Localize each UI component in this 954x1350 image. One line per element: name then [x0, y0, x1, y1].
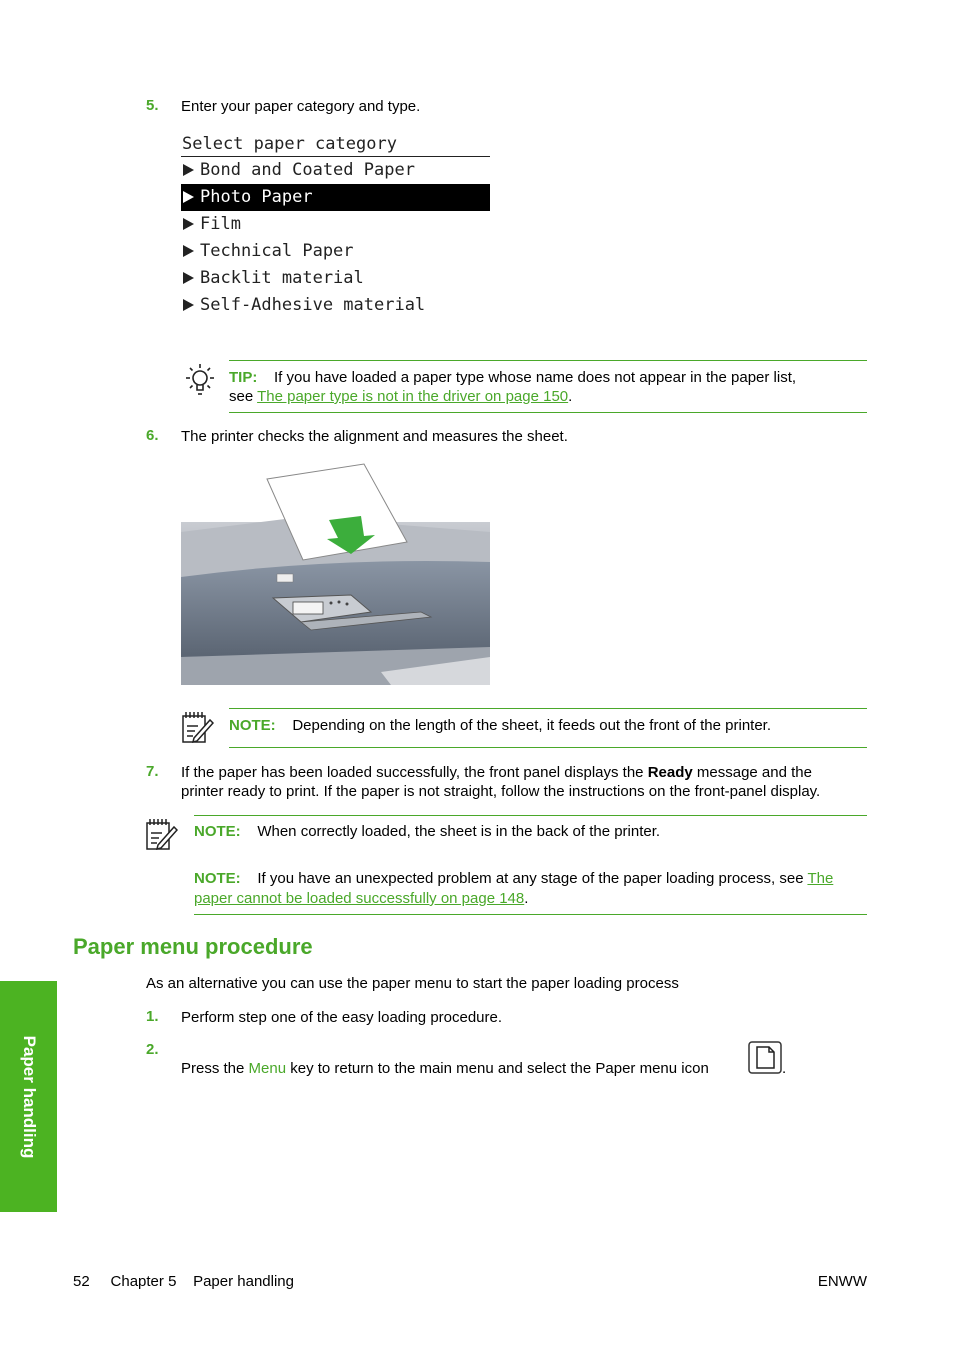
menu-item: [181, 265, 490, 292]
section-step-2-text: [181, 1059, 709, 1078]
note2-label: NOTE:: [194, 823, 241, 840]
note3-bottom-rule: [194, 914, 867, 915]
note2-line: [194, 822, 660, 841]
footer-chapter: Chapter 5: [110, 1273, 177, 1290]
tip-bottom-rule: [229, 412, 867, 413]
note-pencil-icon: [144, 817, 178, 851]
step-number-6: 6.: [146, 427, 159, 444]
note3-link-part2[interactable]: paper cannot be loaded successfully on page 148: [194, 890, 525, 907]
note3-label: NOTE:: [194, 870, 241, 887]
step-number-5: 5.: [146, 97, 159, 114]
tip-period: .: [568, 388, 573, 405]
tip-text: If you have loaded a paper type whose name does not appear in the paper list,: [274, 369, 797, 386]
printer-illustration: [181, 462, 490, 685]
menu-item: [181, 157, 490, 184]
menu-items: [181, 157, 490, 319]
arrow-right-icon: [183, 164, 194, 176]
ready-word: Ready: [647, 764, 693, 781]
tip-see: see: [229, 388, 258, 405]
menu-item-label: Self-Adhesive material: [200, 295, 426, 315]
side-tab-label: Paper handling: [19, 1035, 39, 1158]
note3-line-2: [194, 889, 528, 908]
arrow-right-icon: [183, 299, 194, 311]
menu-item-label: Bond and Coated Paper: [200, 160, 415, 180]
note3-period: .: [524, 890, 529, 907]
tip-line-2: [229, 387, 572, 406]
note1-top-rule: [229, 708, 867, 709]
note2-top-rule: [194, 815, 867, 816]
menu-item-label: Backlit material: [200, 268, 364, 288]
footer-left: [73, 1273, 294, 1290]
arrow-right-icon: [183, 218, 194, 230]
note1-text: Depending on the length of the sheet, it feeds out the front of the printer.: [292, 717, 772, 734]
note1-bottom-rule: [229, 747, 867, 748]
note1-label: NOTE:: [229, 717, 276, 734]
note2-text: When correctly loaded, the sheet is in the back of the printer.: [257, 823, 661, 840]
step2-post: key to return to the main menu and select the Paper menu icon: [286, 1060, 709, 1077]
section-step-number-1: 1.: [146, 1008, 159, 1025]
step-number-7: 7.: [146, 763, 159, 780]
step-7-line-1: [181, 763, 812, 782]
section-step-1-text: Perform step one of the easy loading procedure.: [181, 1009, 503, 1026]
step-7-post: message and the: [692, 764, 812, 781]
paper-menu-icon: [748, 1041, 782, 1074]
front-panel-menu: [181, 132, 490, 319]
tip-link[interactable]: The paper type is not in the driver on page 150: [257, 388, 569, 405]
note1-line: [229, 716, 771, 735]
tip-label: TIP:: [229, 369, 258, 386]
arrow-right-icon: [183, 272, 194, 284]
menu-title: Select paper category: [181, 132, 490, 157]
section-step-number-2: 2.: [146, 1041, 159, 1058]
menu-item: [181, 184, 490, 211]
menu-item: [181, 211, 490, 238]
side-tab: [0, 981, 57, 1212]
tip-top-rule: [229, 360, 867, 361]
menu-item-label: Technical Paper: [200, 241, 354, 261]
menu-item-label: Photo Paper: [200, 187, 313, 207]
step-7-pre: If the paper has been loaded successfully, the front panel displays the: [181, 764, 648, 781]
note3-link-part1[interactable]: The: [807, 870, 834, 887]
tip-line-1: [229, 368, 796, 387]
step2-pre: Press the: [181, 1060, 249, 1077]
note3-text: If you have an unexpected problem at any stage of the paper loading process, see: [257, 870, 808, 887]
note3-line-1: [194, 869, 867, 888]
section-heading: Paper menu procedure: [73, 934, 313, 959]
menu-item-label: Film: [200, 214, 241, 234]
lightbulb-icon: [182, 362, 218, 402]
footer-right: ENWW: [817, 1273, 867, 1290]
menu-key-word: Menu: [248, 1060, 287, 1077]
step2-end: .: [782, 1060, 787, 1077]
footer-title: Paper handling: [193, 1273, 294, 1290]
note-pencil-icon: [180, 710, 214, 744]
arrow-right-icon: [183, 191, 194, 203]
step-5-text: Enter your paper category and type.: [181, 98, 421, 115]
step-6-text: The printer checks the alignment and measures the sheet.: [181, 428, 568, 445]
menu-item: [181, 292, 490, 319]
menu-item: [181, 238, 490, 265]
section-intro: As an alternative you can use the paper menu to start the paper loading process: [146, 975, 679, 992]
page-number: 52: [73, 1273, 90, 1290]
step-7-line-2: printer ready to print. If the paper is not straight, follow the instructions on the front-panel display.: [181, 783, 821, 800]
arrow-right-icon: [183, 245, 194, 257]
